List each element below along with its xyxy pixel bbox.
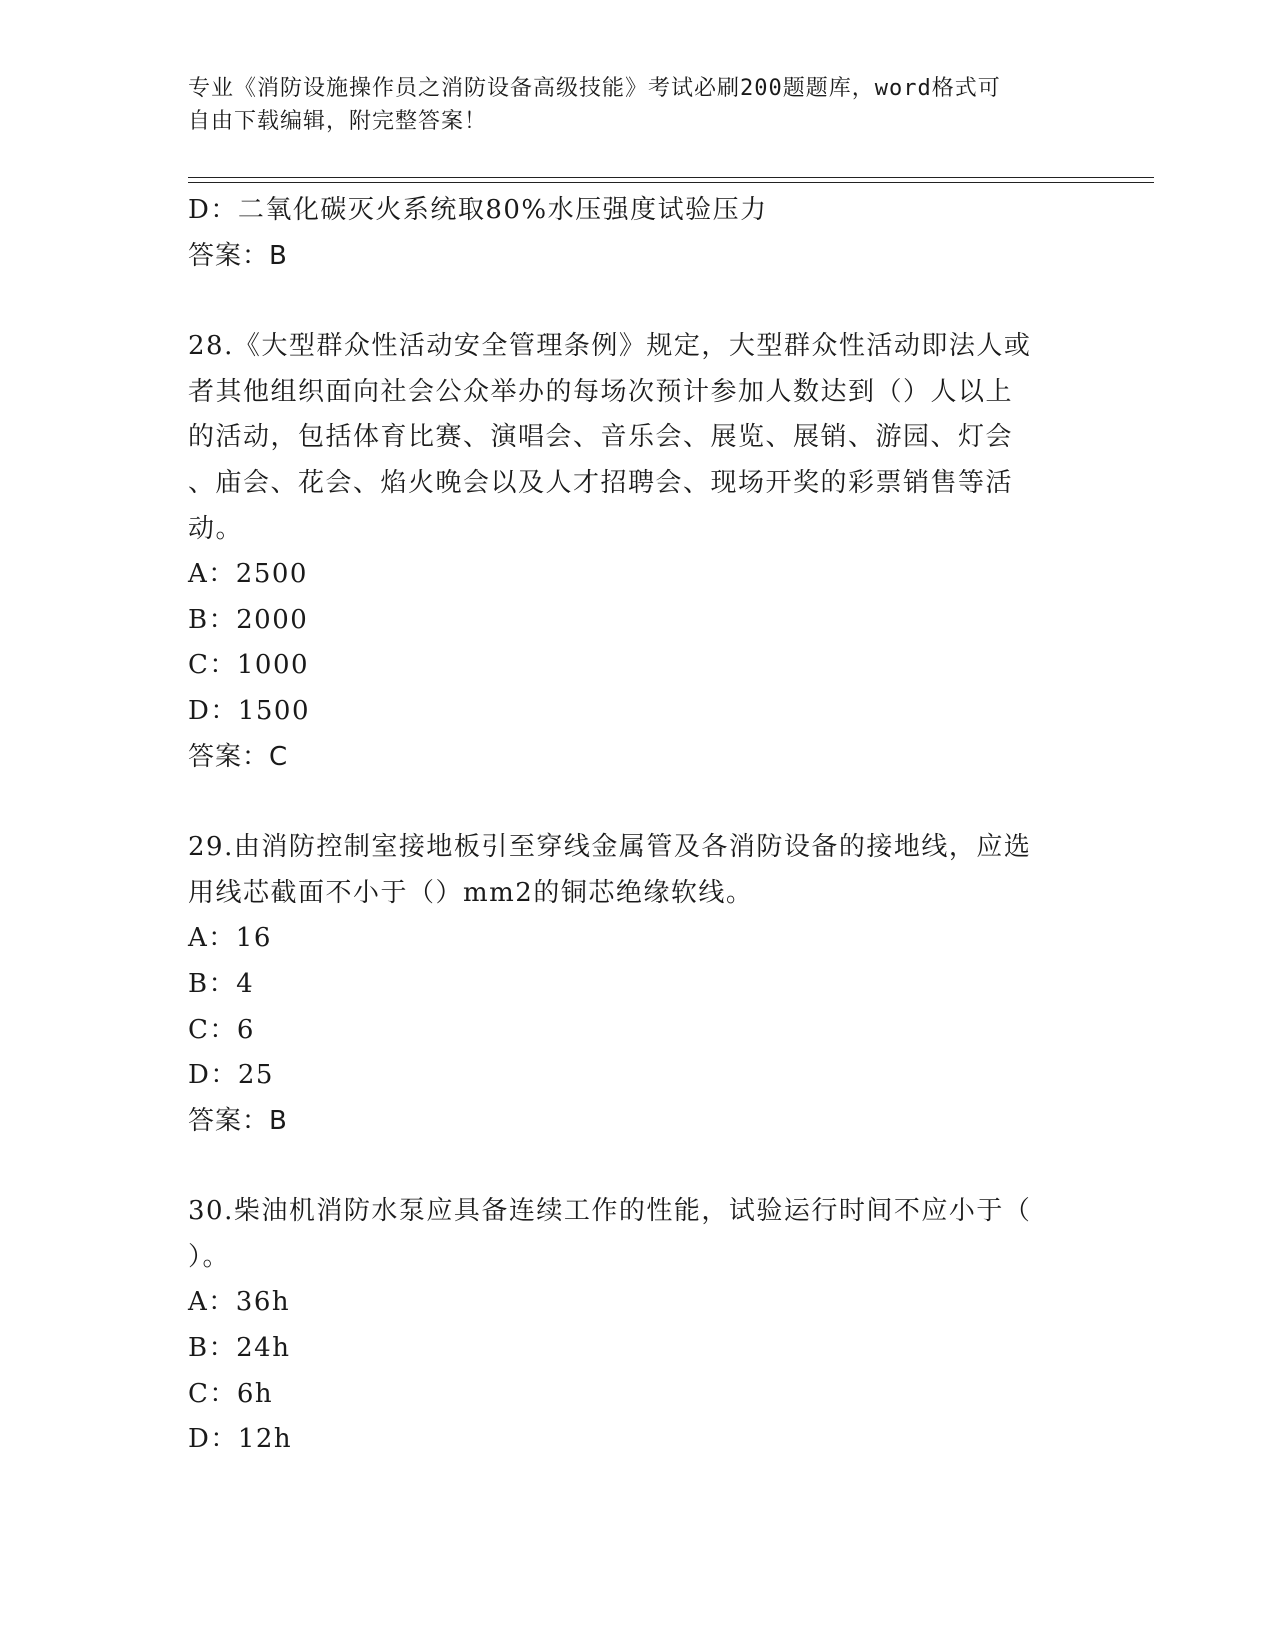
question-29-line: 29.由消防控制室接地板引至穿线金属管及各消防设备的接地线，应选 xyxy=(188,832,1032,863)
spacer xyxy=(188,780,1068,825)
question-29-text xyxy=(188,825,1068,916)
prev-option-d: D：二氧化碳灭火系统取80%水压强度试验压力 xyxy=(188,195,768,225)
header-line-1: 专业《消防设施操作员之消防设备高级技能》考试必刷200题题库，word格式可 xyxy=(188,76,1001,101)
question-30-line: 30.柴油机消防水泵应具备连续工作的性能，试验运行时间不应小于（ xyxy=(188,1196,1032,1227)
question-30-option-b: B：24h xyxy=(188,1333,291,1364)
question-28-option-c: C：1000 xyxy=(188,650,310,681)
question-29-line: 用线芯截面不小于（）mm2的铜芯绝缘软线。 xyxy=(188,877,754,908)
spacer xyxy=(188,1144,1068,1189)
question-28-line: 、庙会、花会、焰火晚会以及人才招聘会、现场开奖的彩票销售等活 xyxy=(188,467,1014,498)
question-30-line: ）。 xyxy=(188,1241,231,1272)
question-28-line: 28.《大型群众性活动安全管理条例》规定，大型群众性活动即法人或 xyxy=(188,331,1032,362)
question-28-option-b: B：2000 xyxy=(188,604,309,635)
question-30-option-c: C：6h xyxy=(188,1378,274,1409)
question-28-option-a: A：2500 xyxy=(188,559,308,590)
question-29-option-d: D：25 xyxy=(188,1060,274,1091)
prev-answer: 答案：B xyxy=(188,240,288,271)
question-30-text xyxy=(188,1189,1068,1280)
question-29-option-b: B：4 xyxy=(188,968,255,999)
question-28-text xyxy=(188,324,1068,552)
header-divider-top xyxy=(188,177,1154,178)
question-30-option-a: A：36h xyxy=(188,1287,291,1318)
question-28-answer: 答案：C xyxy=(188,741,289,772)
question-28-line: 者其他组织面向社会公众举办的每场次预计参加人数达到（）人以上 xyxy=(188,376,1014,407)
question-29-option-c: C：6 xyxy=(188,1014,255,1045)
spacer xyxy=(188,279,1068,324)
question-28-line: 动。 xyxy=(188,513,244,544)
header-divider-bottom xyxy=(188,182,1154,183)
document-header xyxy=(188,72,1068,138)
header-line-2: 自由下载编辑，附完整答案！ xyxy=(188,109,488,134)
question-28-line: 的活动，包括体育比赛、演唱会、音乐会、展览、展销、游园、灯会 xyxy=(188,422,1014,453)
question-28-option-d: D：1500 xyxy=(188,695,311,726)
question-content xyxy=(188,188,1068,1463)
question-30-option-d: D：12h xyxy=(188,1424,293,1455)
question-29-option-a: A：16 xyxy=(188,923,272,954)
question-29-answer: 答案：B xyxy=(188,1105,288,1136)
